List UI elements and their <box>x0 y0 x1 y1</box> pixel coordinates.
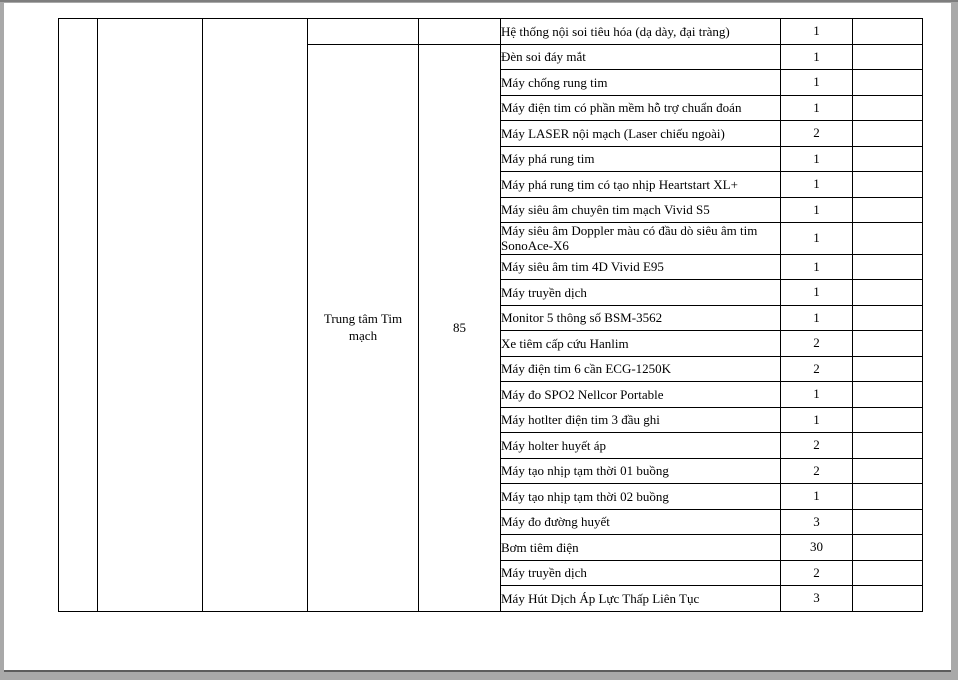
quantity-cell: 2 <box>781 458 853 484</box>
equipment-name-cell: Máy siêu âm chuyên tim mạch Vivid S5 <box>501 197 781 223</box>
note-cell <box>853 458 923 484</box>
note-cell <box>853 484 923 510</box>
equipment-name-cell: Máy đo SPO2 Nellcor Portable <box>501 382 781 408</box>
equipment-name-cell: Máy đo đường huyết <box>501 509 781 535</box>
equipment-name-cell: Máy tạo nhịp tạm thời 02 buồng <box>501 484 781 510</box>
equipment-name-cell: Bơm tiêm điện <box>501 535 781 561</box>
total-quantity-cell: 85 <box>419 44 501 611</box>
quantity-cell: 1 <box>781 70 853 96</box>
equipment-name-cell: Máy siêu âm Doppler màu có đầu dò siêu âm tim SonoAce-X6 <box>501 223 781 255</box>
department-cell-empty <box>308 19 419 45</box>
quantity-cell: 1 <box>781 172 853 198</box>
note-cell <box>853 535 923 561</box>
note-cell <box>853 560 923 586</box>
quantity-cell: 1 <box>781 280 853 306</box>
quantity-cell: 1 <box>781 484 853 510</box>
quantity-cell: 2 <box>781 356 853 382</box>
quantity-cell: 1 <box>781 95 853 121</box>
equipment-name-cell: Máy chống rung tim <box>501 70 781 96</box>
note-cell <box>853 19 923 45</box>
quantity-cell: 30 <box>781 535 853 561</box>
quantity-cell: 1 <box>781 223 853 255</box>
note-cell <box>853 280 923 306</box>
note-cell <box>853 95 923 121</box>
equipment-table <box>58 18 923 612</box>
document-page <box>4 3 951 672</box>
note-cell <box>853 172 923 198</box>
quantity-cell: 1 <box>781 305 853 331</box>
quantity-cell: 3 <box>781 509 853 535</box>
equipment-name-cell: Máy holter huyết áp <box>501 433 781 459</box>
equipment-name-cell: Máy hotlter điện tim 3 đầu ghi <box>501 407 781 433</box>
quantity-cell: 2 <box>781 433 853 459</box>
quantity-cell: 1 <box>781 197 853 223</box>
equipment-name-cell: Máy LASER nội mạch (Laser chiếu ngoài) <box>501 121 781 147</box>
equipment-name-cell: Máy truyền dịch <box>501 280 781 306</box>
quantity-cell: 1 <box>781 146 853 172</box>
note-cell <box>853 382 923 408</box>
note-cell <box>853 197 923 223</box>
quantity-cell: 1 <box>781 382 853 408</box>
quantity-cell: 1 <box>781 254 853 280</box>
quantity-cell: 2 <box>781 121 853 147</box>
quantity-cell: 3 <box>781 586 853 612</box>
note-cell <box>853 223 923 255</box>
quantity-cell: 2 <box>781 331 853 357</box>
equipment-name-cell: Xe tiêm cấp cứu Hanlim <box>501 331 781 357</box>
equipment-name-cell: Monitor 5 thông số BSM-3562 <box>501 305 781 331</box>
equipment-name-cell: Máy phá rung tim <box>501 146 781 172</box>
note-cell <box>853 356 923 382</box>
equipment-name-cell: Máy phá rung tim có tạo nhịp Heartstart XL+ <box>501 172 781 198</box>
note-cell <box>853 121 923 147</box>
note-cell <box>853 254 923 280</box>
note-cell <box>853 305 923 331</box>
left-col-3-cell <box>203 19 308 612</box>
note-cell <box>853 146 923 172</box>
note-cell <box>853 44 923 70</box>
department-cell <box>308 44 419 611</box>
equipment-table-body <box>59 19 923 612</box>
equipment-name-cell: Máy siêu âm tim 4D Vivid E95 <box>501 254 781 280</box>
note-cell <box>853 509 923 535</box>
note-cell <box>853 586 923 612</box>
left-col-2-cell <box>98 19 203 612</box>
table-row <box>59 19 923 45</box>
note-cell <box>853 407 923 433</box>
department-label: Trung tâm Tim mạch <box>323 311 403 343</box>
equipment-name-cell: Máy điện tim có phần mềm hỗ trợ chuẩn đoán <box>501 95 781 121</box>
equipment-name-cell: Hệ thống nội soi tiêu hóa (dạ dày, đại tràng) <box>501 19 781 45</box>
quantity-cell: 2 <box>781 560 853 586</box>
equipment-name-cell: Máy truyền dịch <box>501 560 781 586</box>
quantity-cell: 1 <box>781 44 853 70</box>
quantity-cell: 1 <box>781 19 853 45</box>
note-cell <box>853 433 923 459</box>
left-col-1-cell <box>59 19 98 612</box>
equipment-name-cell: Máy điện tim 6 cần ECG-1250K <box>501 356 781 382</box>
note-cell <box>853 70 923 96</box>
equipment-name-cell: Máy tạo nhịp tạm thời 01 buồng <box>501 458 781 484</box>
equipment-name-cell: Máy Hút Dịch Áp Lực Thấp Liên Tục <box>501 586 781 612</box>
equipment-name-cell: Đèn soi đáy mắt <box>501 44 781 70</box>
note-cell <box>853 331 923 357</box>
total-quantity-cell-empty <box>419 19 501 45</box>
quantity-cell: 1 <box>781 407 853 433</box>
